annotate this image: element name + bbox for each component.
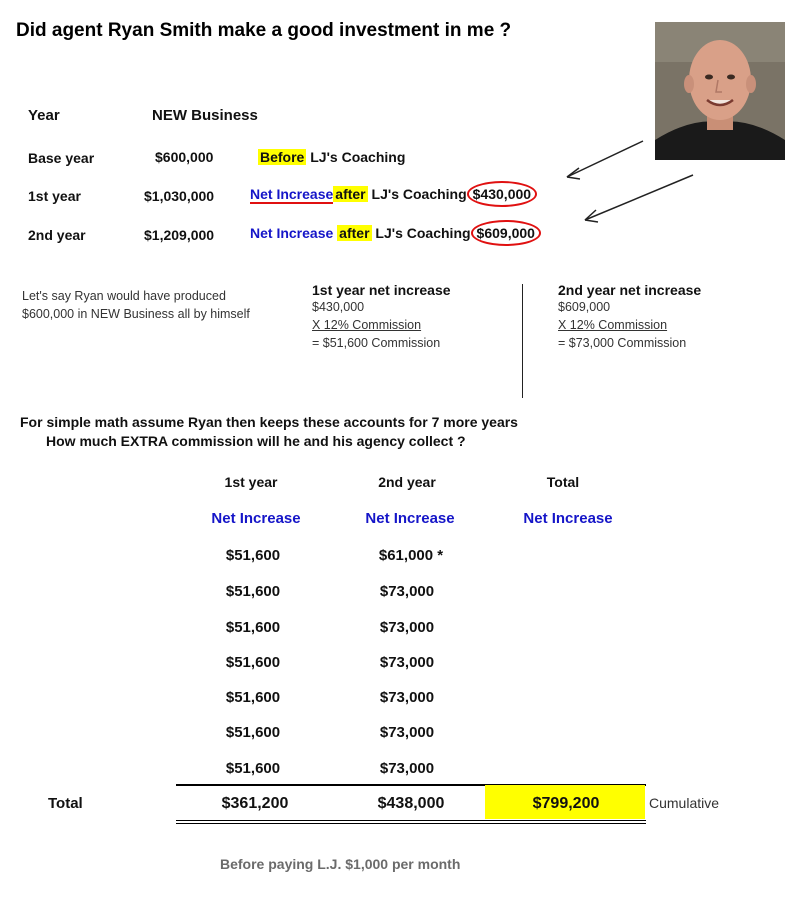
table-cell: $73,000 <box>379 619 435 636</box>
first-year-rate: X 12% Commission <box>312 318 422 332</box>
total-1st-year: $361,200 <box>221 795 289 812</box>
increase-circled: $609,000 <box>471 220 541 246</box>
table-cell: $51,600 <box>225 583 281 600</box>
footnote: Before paying L.J. $1,000 per month <box>220 856 461 872</box>
net-increase-note <box>250 225 541 241</box>
year-header: Year <box>28 107 60 124</box>
coaching-label: LJ's Coaching <box>375 225 471 241</box>
assumption-line: $600,000 in NEW Business all by himself <box>22 307 250 321</box>
before-highlight: Before <box>260 149 305 165</box>
divider <box>522 284 523 398</box>
table-cell: $73,000 <box>379 689 435 706</box>
table-cell: $51,600 <box>225 689 281 706</box>
after-highlight: after <box>339 225 370 241</box>
assumption-text <box>22 287 250 323</box>
page-title: Did agent Ryan Smith make a good investment in me ? <box>16 20 512 41</box>
net-increase-note <box>250 186 537 202</box>
net-increase-label: Net Increase <box>250 186 334 202</box>
increase-circled: $430,000 <box>467 181 537 207</box>
double-rule <box>176 820 646 821</box>
arrows-graphic <box>555 135 705 235</box>
first-year-heading: 1st year net increase <box>312 282 451 298</box>
row-year-label: 1st year <box>28 188 81 204</box>
coaching-label: LJ's Coaching <box>310 149 406 165</box>
after-highlight: after <box>335 186 366 202</box>
row-year-label: Base year <box>28 150 95 166</box>
second-year-calc <box>558 282 701 352</box>
second-year-heading: 2nd year net increase <box>558 282 702 298</box>
first-year-result: = $51,600 Commission <box>312 336 441 350</box>
second-year-result: = $73,000 Commission <box>558 336 687 350</box>
table-cell: $73,000 <box>379 654 435 671</box>
table-cell: $73,000 <box>379 583 435 600</box>
subheader-net-increase: Net Increase <box>365 510 455 527</box>
col-header-2nd-year: 2nd year <box>378 474 436 490</box>
second-year-amount: $609,000 <box>558 300 611 314</box>
table-cell: $73,000 <box>379 724 435 741</box>
table-cell: $51,600 <box>225 654 281 671</box>
table-cell: $51,600 <box>225 724 281 741</box>
coaching-label: LJ's Coaching <box>371 186 467 202</box>
first-year-amount: $430,000 <box>312 300 365 314</box>
row-amount: $1,030,000 <box>144 188 215 204</box>
question-line-1: For simple math assume Ryan then keeps these accounts for 7 more years <box>20 414 518 430</box>
row-year-label: 2nd year <box>28 227 86 243</box>
double-rule <box>176 823 646 824</box>
new-business-header: NEW Business <box>152 107 258 124</box>
col-header-1st-year: 1st year <box>224 474 278 490</box>
total-cumulative: $799,200 <box>532 795 600 812</box>
net-increase-label: Net Increase <box>250 225 334 241</box>
question-line-2: How much EXTRA commission will he and his agency collect ? <box>46 433 466 449</box>
before-coaching-note <box>258 149 405 165</box>
table-cell: $73,000 <box>379 760 435 777</box>
table-cell: $61,000 * <box>378 547 444 564</box>
subheader-net-increase: Net Increase <box>523 510 613 527</box>
cumulative-label: Cumulative <box>649 795 720 811</box>
subheader-net-increase: Net Increase <box>211 510 301 527</box>
total-label: Total <box>48 795 83 812</box>
col-header-total: Total <box>546 474 580 490</box>
total-2nd-year: $438,000 <box>377 795 445 812</box>
table-cell: $51,600 <box>225 547 281 564</box>
first-year-calc <box>312 282 451 352</box>
table-cell: $51,600 <box>225 619 281 636</box>
row-amount: $1,209,000 <box>144 227 215 243</box>
row-amount: $600,000 <box>155 149 214 165</box>
table-cell: $51,600 <box>225 760 281 777</box>
second-year-rate: X 12% Commission <box>558 318 668 332</box>
assumption-line: Let's say Ryan would have produced <box>22 289 226 303</box>
